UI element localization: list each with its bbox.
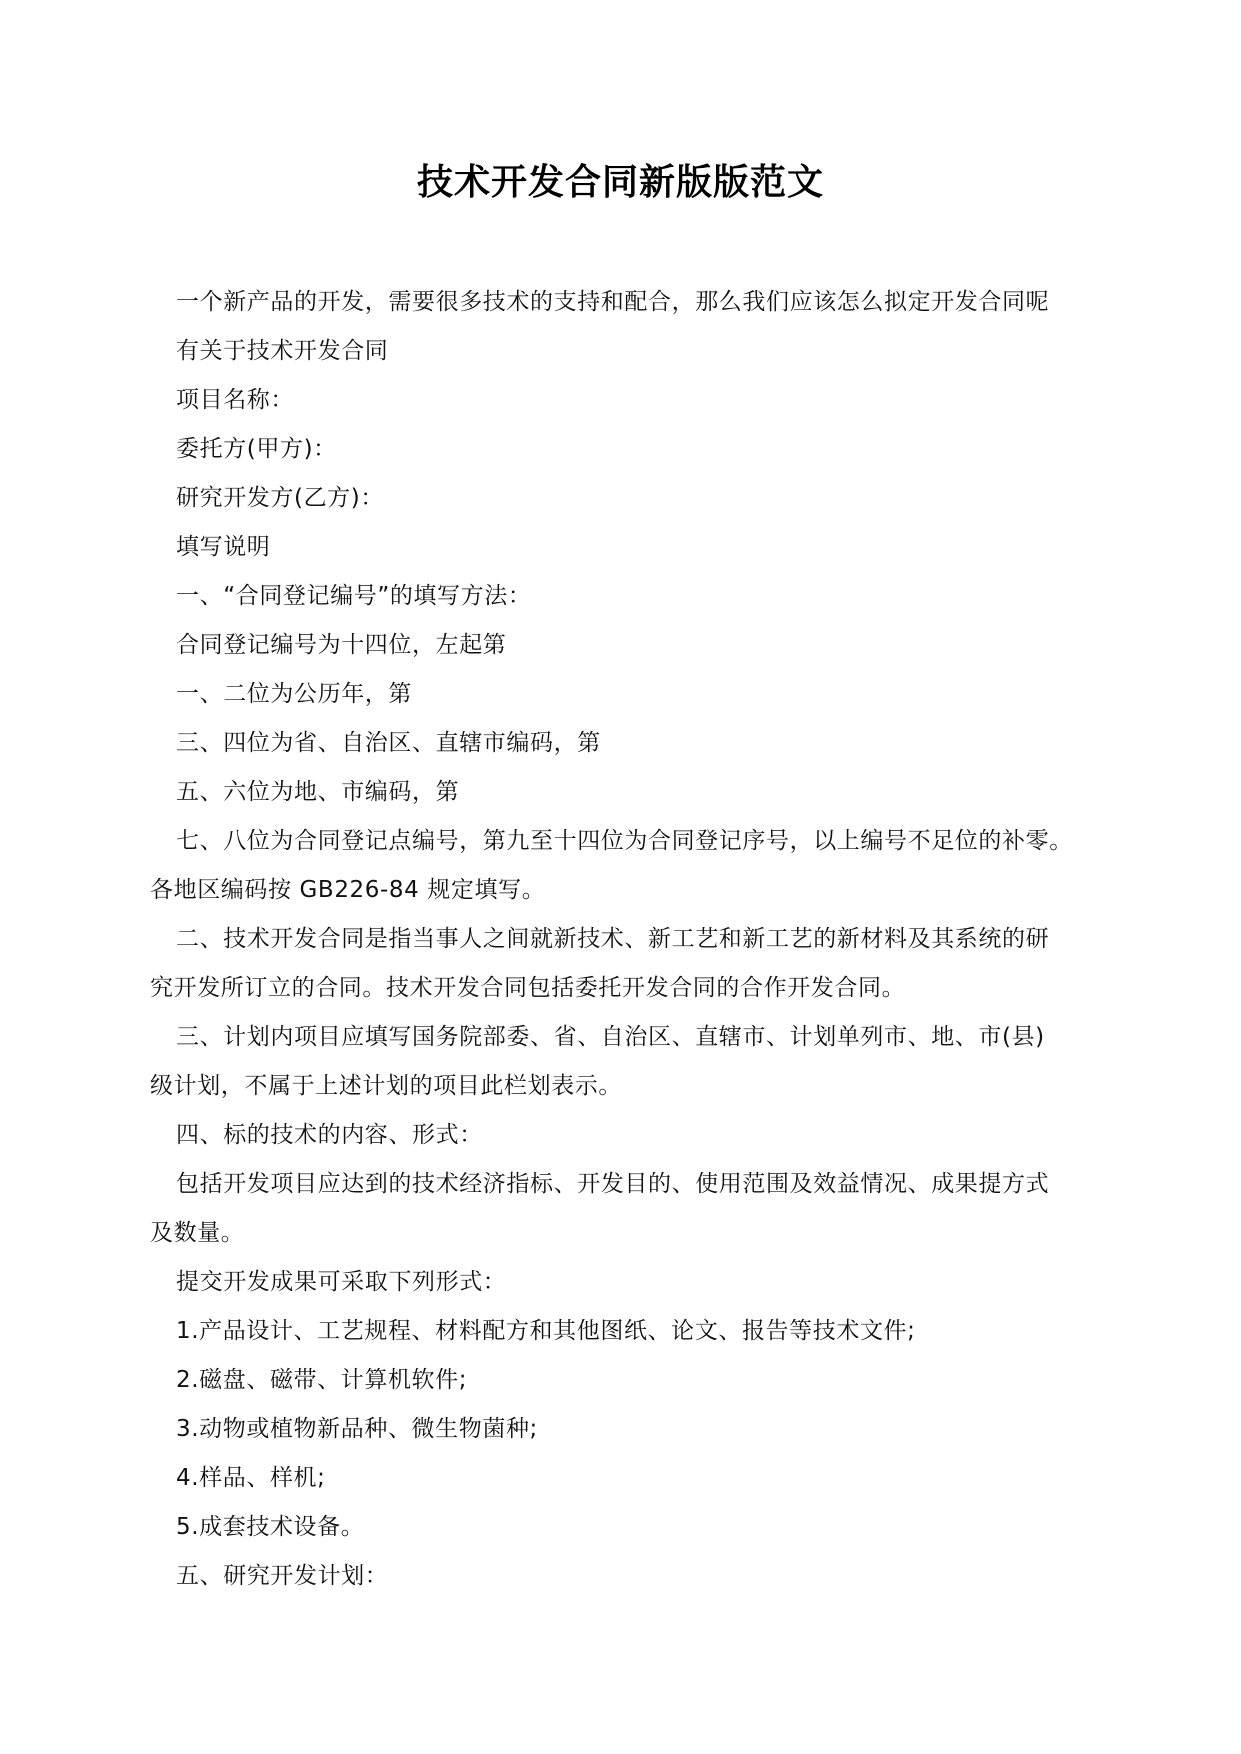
paragraph-line: 二、技术开发合同是指当事人之间就新技术、新工艺和新工艺的新材料及其系统的研: [176, 926, 1050, 952]
paragraph-line: 三、四位为省、自治区、直辖市编码，第: [176, 730, 601, 756]
document-body: [150, 278, 1096, 1601]
paragraph-line: 七、八位为合同登记点编号，第九至十四位为合同登记序号，以上编号不足位的补零。: [176, 828, 1073, 854]
list-item: 2.磁盘、磁带、计算机软件;: [176, 1367, 468, 1393]
paragraph-line: 四、标的技术的内容、形式：: [176, 1122, 483, 1148]
list-item: 3.动物或植物新品种、微生物菌种;: [176, 1416, 538, 1442]
paragraph-line: 一、二位为公历年，第: [176, 681, 412, 707]
paragraph-line: 级计划，不属于上述计划的项目此栏划表示。: [150, 1073, 622, 1099]
paragraph-line: 填写说明: [176, 534, 271, 560]
section-heading: 五、研究开发计划：: [176, 1563, 389, 1589]
paragraph-line: 委托方(甲方)：: [176, 436, 337, 462]
paragraph-line: 三、计划内项目应填写国务院部委、省、自治区、直辖市、计划单列市、地、市(县): [176, 1024, 1045, 1050]
paragraph-line: 包括开发项目应达到的技术经济指标、开发目的、使用范围及效益情况、成果提方式: [176, 1171, 1050, 1197]
paragraph-line: 提交开发成果可采取下列形式：: [176, 1269, 507, 1295]
paragraph-line: 一个新产品的开发，需要很多技术的支持和配合，那么我们应该怎么拟定开发合同呢: [176, 289, 1050, 315]
paragraph-line: 各地区编码按 GB226-84 规定填写。: [150, 877, 546, 903]
paragraph-line: 及数量。: [150, 1220, 245, 1246]
paragraph-line: 研究开发方(乙方)：: [176, 485, 384, 511]
list-item: 1.产品设计、工艺规程、材料配方和其他图纸、论文、报告等技术文件;: [176, 1318, 916, 1344]
list-item: 4.样品、样机;: [176, 1465, 326, 1491]
list-item: 5.成套技术设备。: [176, 1514, 365, 1540]
paragraph-line: 究开发所订立的合同。技术开发合同包括委托开发合同的合作开发合同。: [150, 975, 906, 1001]
paragraph-line: 五、六位为地、市编码，第: [176, 779, 460, 805]
paragraph-line: 有关于技术开发合同: [176, 338, 389, 364]
paragraph-line: 一、“合同登记编号”的填写方法：: [176, 583, 532, 609]
paragraph-line: 项目名称：: [176, 387, 294, 413]
paragraph-line: 合同登记编号为十四位，左起第: [176, 632, 507, 658]
document-title: 技术开发合同新版版范文: [416, 162, 824, 203]
